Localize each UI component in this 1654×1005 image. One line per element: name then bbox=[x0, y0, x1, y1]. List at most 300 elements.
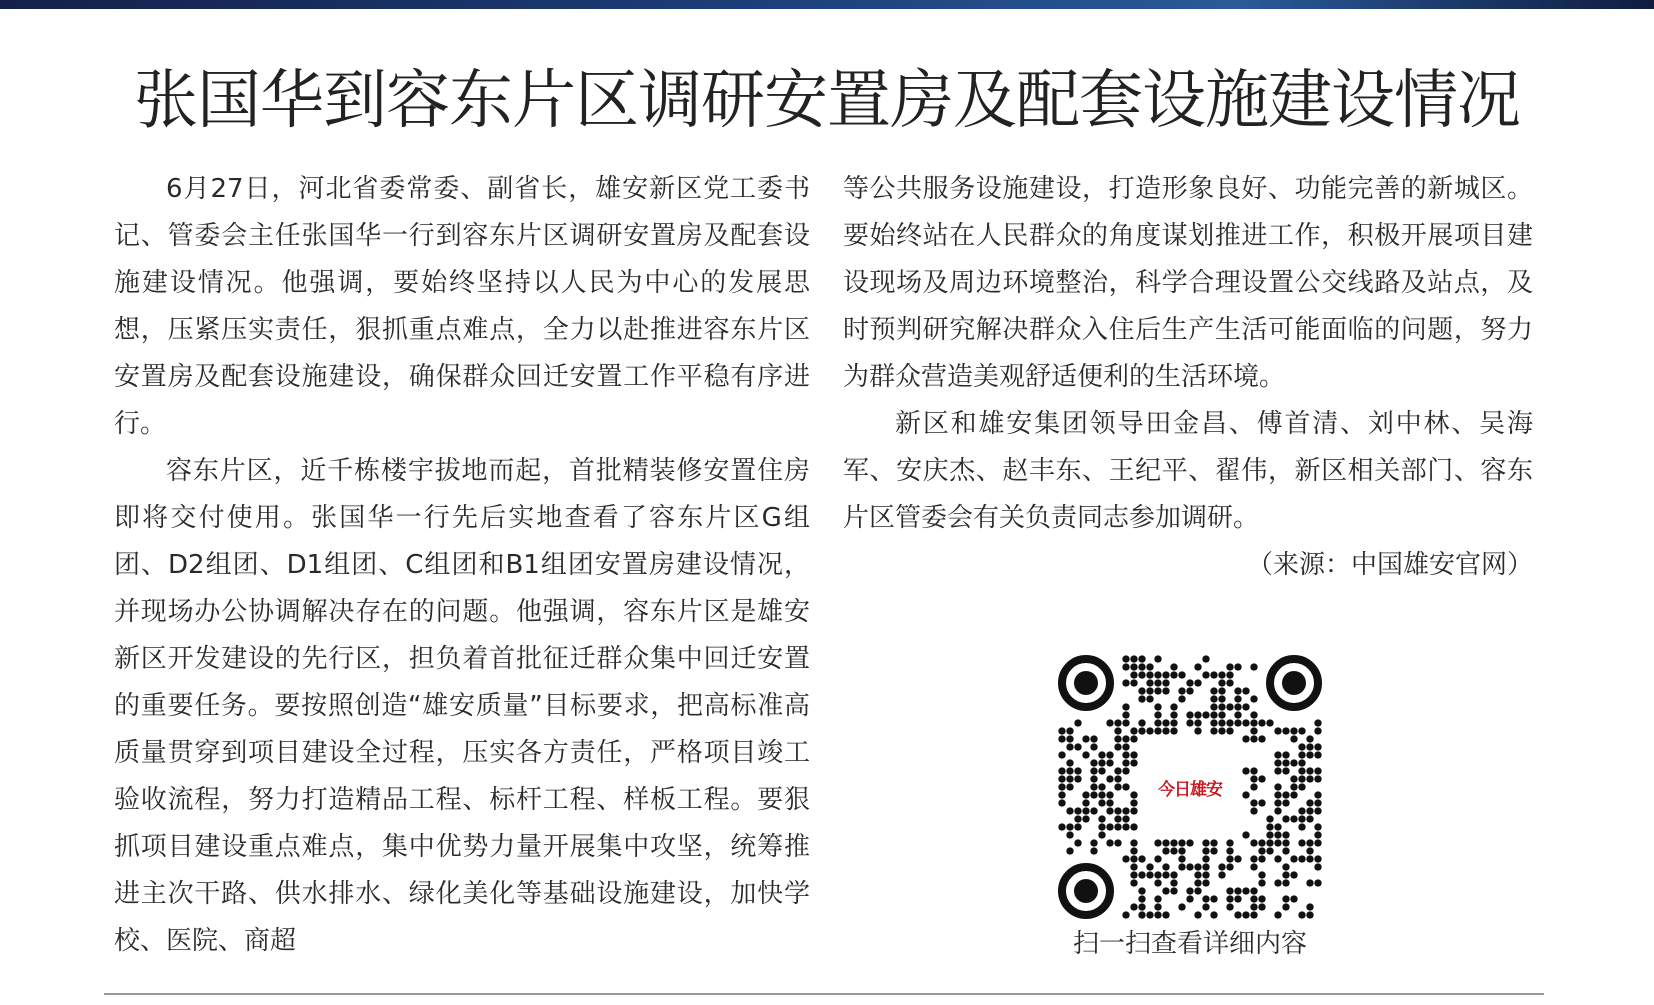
qr-module bbox=[1066, 735, 1073, 742]
qr-module bbox=[1202, 871, 1209, 878]
qr-module bbox=[1226, 703, 1233, 710]
qr-module bbox=[1290, 895, 1297, 902]
qr-module bbox=[1106, 839, 1113, 846]
qr-module bbox=[1090, 847, 1097, 854]
qr-module bbox=[1226, 719, 1233, 726]
qr-module bbox=[1218, 719, 1225, 726]
qr-module bbox=[1154, 839, 1161, 846]
qr-module bbox=[1202, 847, 1209, 854]
qr-module bbox=[1130, 799, 1137, 806]
qr-module bbox=[1194, 911, 1201, 918]
qr-module bbox=[1074, 823, 1081, 830]
qr-module bbox=[1090, 775, 1097, 782]
qr-module bbox=[1138, 727, 1145, 734]
qr-module bbox=[1170, 839, 1177, 846]
qr-module bbox=[1122, 815, 1129, 822]
qr-module bbox=[1122, 855, 1129, 862]
qr-module bbox=[1122, 703, 1129, 710]
qr-module bbox=[1154, 879, 1161, 886]
qr-module bbox=[1114, 743, 1121, 750]
qr-module bbox=[1122, 751, 1129, 758]
qr-module bbox=[1250, 911, 1257, 918]
qr-module bbox=[1090, 759, 1097, 766]
qr-module bbox=[1218, 703, 1225, 710]
qr-module bbox=[1066, 743, 1073, 750]
qr-module bbox=[1306, 775, 1313, 782]
qr-module bbox=[1226, 887, 1233, 894]
qr-module bbox=[1226, 671, 1233, 678]
qr-module bbox=[1218, 671, 1225, 678]
qr-module bbox=[1130, 839, 1137, 846]
qr-module bbox=[1162, 671, 1169, 678]
qr-module bbox=[1218, 871, 1225, 878]
qr-module bbox=[1314, 719, 1321, 726]
qr-module bbox=[1282, 903, 1289, 910]
qr-module bbox=[1138, 663, 1145, 670]
qr-module bbox=[1274, 759, 1281, 766]
article-column-right bbox=[843, 166, 1533, 589]
qr-module bbox=[1138, 719, 1145, 726]
qr-module bbox=[1170, 711, 1177, 718]
qr-module bbox=[1122, 767, 1129, 774]
qr-caption: 扫一扫查看详细内容 bbox=[1072, 929, 1307, 959]
qr-module bbox=[1210, 703, 1217, 710]
qr-module bbox=[1130, 735, 1137, 742]
qr-module bbox=[1170, 887, 1177, 894]
qr-module bbox=[1290, 735, 1297, 742]
qr-module bbox=[1234, 911, 1241, 918]
qr-module bbox=[1234, 719, 1241, 726]
qr-module bbox=[1170, 719, 1177, 726]
qr-module bbox=[1298, 751, 1305, 758]
qr-module bbox=[1146, 671, 1153, 678]
qr-module bbox=[1066, 783, 1073, 790]
qr-module bbox=[1306, 903, 1313, 910]
qr-module bbox=[1090, 743, 1097, 750]
qr-module bbox=[1274, 823, 1281, 830]
qr-module bbox=[1082, 735, 1089, 742]
qr-module bbox=[1058, 823, 1065, 830]
qr-module bbox=[1306, 815, 1313, 822]
qr-module bbox=[1314, 855, 1321, 862]
qr-module bbox=[1122, 719, 1129, 726]
qr-module bbox=[1282, 863, 1289, 870]
qr-module bbox=[1138, 887, 1145, 894]
qr-module bbox=[1202, 671, 1209, 678]
qr-module bbox=[1306, 735, 1313, 742]
qr-module bbox=[1226, 847, 1233, 854]
qr-module bbox=[1250, 727, 1257, 734]
qr-module bbox=[1146, 663, 1153, 670]
qr-module bbox=[1250, 711, 1257, 718]
qr-module bbox=[1266, 839, 1273, 846]
qr-module bbox=[1178, 863, 1185, 870]
qr-module bbox=[1290, 727, 1297, 734]
qr-module bbox=[1114, 783, 1121, 790]
qr-module bbox=[1114, 815, 1121, 822]
qr-module bbox=[1066, 847, 1073, 854]
qr-module bbox=[1226, 903, 1233, 910]
qr-logo-text: 今日雄安 bbox=[1158, 779, 1222, 800]
qr-module bbox=[1250, 903, 1257, 910]
qr-module bbox=[1242, 703, 1249, 710]
qr-module bbox=[1098, 767, 1105, 774]
qr-module bbox=[1226, 839, 1233, 846]
qr-module bbox=[1226, 727, 1233, 734]
qr-module bbox=[1194, 871, 1201, 878]
qr-module bbox=[1122, 783, 1129, 790]
article-source: （来源：中国雄安官网） bbox=[1246, 550, 1533, 580]
qr-module bbox=[1298, 823, 1305, 830]
qr-module bbox=[1298, 727, 1305, 734]
qr-module bbox=[1290, 775, 1297, 782]
qr-module bbox=[1194, 863, 1201, 870]
qr-module bbox=[1186, 687, 1193, 694]
qr-module bbox=[1242, 735, 1249, 742]
qr-module bbox=[1242, 791, 1249, 798]
qr-module bbox=[1194, 879, 1201, 886]
qr-module bbox=[1290, 759, 1297, 766]
qr-finder-dot bbox=[1282, 671, 1306, 695]
qr-module bbox=[1298, 767, 1305, 774]
qr-module bbox=[1122, 759, 1129, 766]
qr-module bbox=[1154, 911, 1161, 918]
qr-module bbox=[1154, 855, 1161, 862]
article-column-left bbox=[114, 166, 810, 965]
qr-module bbox=[1282, 767, 1289, 774]
qr-module bbox=[1266, 719, 1273, 726]
qr-module bbox=[1122, 743, 1129, 750]
qr-module bbox=[1186, 711, 1193, 718]
qr-module bbox=[1114, 767, 1121, 774]
qr-module bbox=[1106, 775, 1113, 782]
qr-module bbox=[1138, 655, 1145, 662]
qr-module bbox=[1138, 895, 1145, 902]
qr-module bbox=[1306, 751, 1313, 758]
qr-module bbox=[1170, 847, 1177, 854]
qr-module bbox=[1226, 855, 1233, 862]
qr-module bbox=[1258, 775, 1265, 782]
article-paragraph-3: 新区和雄安集团领导田金昌、傅首清、刘中林、吴海军、安庆杰、赵丰东、王纪平、翟伟，新区相关部门、容东片区管委会有关负责同志参加调研。 bbox=[843, 409, 1533, 533]
qr-module bbox=[1234, 895, 1241, 902]
qr-module bbox=[1250, 719, 1257, 726]
qr-module bbox=[1194, 727, 1201, 734]
qr-module bbox=[1162, 863, 1169, 870]
qr-module bbox=[1122, 655, 1129, 662]
qr-module bbox=[1130, 727, 1137, 734]
qr-module bbox=[1282, 871, 1289, 878]
qr-module bbox=[1298, 815, 1305, 822]
qr-module bbox=[1314, 839, 1321, 846]
qr-module bbox=[1250, 695, 1257, 702]
article-paragraph-2-continued: 等公共服务设施建设，打造形象良好、功能完善的新城区。要始终站在人民群众的角度谋划推进工作，积极开展项目建设现场及周边环境整治，科学合理设置公交线路及站点，及时预判研究解决群众入住后生产生活可能面临的问题，努力为群众营造美观舒适便利的生活环境。 bbox=[843, 174, 1533, 392]
qr-module bbox=[1210, 719, 1217, 726]
qr-module bbox=[1218, 679, 1225, 686]
qr-module bbox=[1114, 823, 1121, 830]
qr-module bbox=[1306, 839, 1313, 846]
qr-module bbox=[1114, 775, 1121, 782]
qr-module bbox=[1170, 703, 1177, 710]
qr-module bbox=[1130, 679, 1137, 686]
qr-module bbox=[1282, 799, 1289, 806]
qr-module bbox=[1266, 815, 1273, 822]
qr-module bbox=[1186, 839, 1193, 846]
qr-module bbox=[1306, 807, 1313, 814]
qr-module bbox=[1082, 751, 1089, 758]
qr-module bbox=[1290, 783, 1297, 790]
qr-module bbox=[1154, 655, 1161, 662]
qr-module bbox=[1058, 799, 1065, 806]
qr-module bbox=[1138, 911, 1145, 918]
qr-module bbox=[1130, 871, 1137, 878]
qr-module bbox=[1130, 655, 1137, 662]
qr-module bbox=[1138, 687, 1145, 694]
qr-module bbox=[1298, 911, 1305, 918]
qr-module bbox=[1066, 775, 1073, 782]
qr-module bbox=[1066, 767, 1073, 774]
qr-module bbox=[1298, 855, 1305, 862]
qr-module bbox=[1210, 895, 1217, 902]
qr-module bbox=[1250, 767, 1257, 774]
qr-module bbox=[1282, 895, 1289, 902]
qr-module bbox=[1290, 791, 1297, 798]
qr-module bbox=[1258, 847, 1265, 854]
qr-module bbox=[1146, 727, 1153, 734]
qr-module bbox=[1282, 847, 1289, 854]
qr-module bbox=[1098, 815, 1105, 822]
qr-module bbox=[1282, 839, 1289, 846]
qr-module bbox=[1186, 863, 1193, 870]
qr-module bbox=[1218, 695, 1225, 702]
qr-module bbox=[1306, 767, 1313, 774]
qr-module bbox=[1170, 727, 1177, 734]
qr-module bbox=[1290, 815, 1297, 822]
qr-module bbox=[1194, 887, 1201, 894]
qr-finder-dot bbox=[1074, 671, 1098, 695]
article-paragraph-2: 容东片区，近千栋楼宇拔地而起，首批精装修安置住房即将交付使用。张国华一行先后实地查看了容东片区G组团、D2组团、D1组团、C组团和B1组团安置房建设情况，并现场办公协调解决存在的问题。他强调，容东片区是雄安新区开发建设的先行区，担负着首批征迁群众集中回迁安置的重要任务。要按照创造“雄安质量”目标要求，把高标准高质量贯穿到项目建设全过程，压实各方责任，严格项目竣工验收流程，努力打造精品工程、标杆工程、样板工程。要狠抓项目建设重点难点，集中优势力量开展集中攻坚，统筹推进主次干路、供水排水、绿化美化等基础设施建设，加快学校、医院、商超 bbox=[114, 456, 810, 956]
qr-module bbox=[1098, 791, 1105, 798]
qr-module bbox=[1122, 807, 1129, 814]
qr-module bbox=[1282, 815, 1289, 822]
qr-module bbox=[1162, 719, 1169, 726]
qr-module bbox=[1130, 847, 1137, 854]
qr-module bbox=[1154, 703, 1161, 710]
qr-module bbox=[1122, 735, 1129, 742]
qr-module bbox=[1250, 663, 1257, 670]
qr-module bbox=[1274, 799, 1281, 806]
article-paragraph-1: 6月27日，河北省委常委、副省长，雄安新区党工委书记、管委会主任张国华一行到容东片区调研安置房及配套设施建设情况。他强调，要始终坚持以人民为中心的发展思想，压紧压实责任，狠抓重点难点，全力以赴推进容东片区安置房及配套设施建设，确保群众回迁安置工作平稳有序进行。 bbox=[114, 174, 810, 439]
qr-module bbox=[1146, 695, 1153, 702]
qr-module bbox=[1074, 775, 1081, 782]
qr-module bbox=[1194, 711, 1201, 718]
qr-module bbox=[1314, 799, 1321, 806]
qr-module bbox=[1298, 759, 1305, 766]
qr-module bbox=[1122, 911, 1129, 918]
qr-module bbox=[1130, 855, 1137, 862]
qr-module bbox=[1314, 807, 1321, 814]
qr-module bbox=[1266, 831, 1273, 838]
qr-module bbox=[1234, 855, 1241, 862]
qr-module bbox=[1178, 847, 1185, 854]
qr-module bbox=[1266, 847, 1273, 854]
qr-module bbox=[1234, 695, 1241, 702]
qr-module bbox=[1170, 671, 1177, 678]
qr-module bbox=[1122, 663, 1129, 670]
qr-module bbox=[1074, 807, 1081, 814]
qr-module bbox=[1130, 823, 1137, 830]
qr-module bbox=[1226, 863, 1233, 870]
header-color-bar bbox=[0, 0, 1654, 9]
qr-module bbox=[1202, 903, 1209, 910]
qr-module bbox=[1242, 831, 1249, 838]
qr-module bbox=[1098, 759, 1105, 766]
qr-module bbox=[1202, 711, 1209, 718]
qr-module bbox=[1234, 687, 1241, 694]
qr-module bbox=[1138, 855, 1145, 862]
qr-module bbox=[1242, 767, 1249, 774]
qr-module bbox=[1154, 895, 1161, 902]
qr-module bbox=[1250, 783, 1257, 790]
qr-module bbox=[1146, 687, 1153, 694]
qr-module bbox=[1162, 887, 1169, 894]
qr-module bbox=[1082, 815, 1089, 822]
qr-module bbox=[1154, 679, 1161, 686]
qr-module bbox=[1090, 807, 1097, 814]
qr-module bbox=[1058, 791, 1065, 798]
qr-module bbox=[1122, 823, 1129, 830]
qr-module bbox=[1130, 863, 1137, 870]
qr-module bbox=[1130, 791, 1137, 798]
qr-module bbox=[1130, 671, 1137, 678]
qr-module bbox=[1130, 663, 1137, 670]
qr-module bbox=[1138, 871, 1145, 878]
qr-module bbox=[1202, 879, 1209, 886]
qr-module bbox=[1210, 695, 1217, 702]
qr-module bbox=[1106, 759, 1113, 766]
qr-module bbox=[1250, 775, 1257, 782]
qr-module bbox=[1250, 855, 1257, 862]
qr-module bbox=[1306, 911, 1313, 918]
qr-module bbox=[1210, 711, 1217, 718]
qr-module bbox=[1314, 743, 1321, 750]
qr-module bbox=[1250, 735, 1257, 742]
qr-module bbox=[1154, 719, 1161, 726]
qr-module bbox=[1258, 735, 1265, 742]
qr-module bbox=[1162, 847, 1169, 854]
qr-module bbox=[1098, 751, 1105, 758]
qr-module bbox=[1058, 727, 1065, 734]
qr-module bbox=[1178, 671, 1185, 678]
qr-module bbox=[1202, 855, 1209, 862]
qr-module bbox=[1250, 799, 1257, 806]
qr-module bbox=[1314, 775, 1321, 782]
qr-module bbox=[1170, 879, 1177, 886]
qr-module bbox=[1218, 687, 1225, 694]
qr-module bbox=[1274, 911, 1281, 918]
qr-module bbox=[1218, 863, 1225, 870]
qr-module bbox=[1058, 783, 1065, 790]
qr-module bbox=[1154, 903, 1161, 910]
qr-module bbox=[1082, 791, 1089, 798]
qr-module bbox=[1202, 863, 1209, 870]
qr-module bbox=[1234, 703, 1241, 710]
qr-module bbox=[1178, 695, 1185, 702]
qr-module bbox=[1090, 767, 1097, 774]
qr-module bbox=[1210, 671, 1217, 678]
qr-module bbox=[1090, 839, 1097, 846]
qr-center-logo bbox=[1146, 743, 1234, 831]
qr-module bbox=[1130, 807, 1137, 814]
qr-module bbox=[1314, 879, 1321, 886]
qr-module bbox=[1298, 839, 1305, 846]
qr-module bbox=[1226, 679, 1233, 686]
qr-module bbox=[1186, 719, 1193, 726]
qr-module bbox=[1242, 719, 1249, 726]
qr-module bbox=[1186, 887, 1193, 894]
qr-module bbox=[1274, 791, 1281, 798]
qr-module bbox=[1274, 751, 1281, 758]
qr-module bbox=[1154, 727, 1161, 734]
qr-module bbox=[1194, 663, 1201, 670]
qr-module bbox=[1130, 759, 1137, 766]
qr-module bbox=[1274, 831, 1281, 838]
qr-module bbox=[1066, 759, 1073, 766]
qr-module bbox=[1306, 879, 1313, 886]
qr-module bbox=[1194, 679, 1201, 686]
qr-module bbox=[1234, 887, 1241, 894]
qr-module bbox=[1210, 911, 1217, 918]
qr-module bbox=[1258, 903, 1265, 910]
qr-module bbox=[1154, 871, 1161, 878]
qr-module bbox=[1114, 839, 1121, 846]
article-title: 张国华到容东片区调研安置房及配套设施建设情况 bbox=[134, 64, 1520, 138]
qr-module bbox=[1218, 727, 1225, 734]
qr-module bbox=[1258, 871, 1265, 878]
qr-module bbox=[1274, 783, 1281, 790]
qr-module bbox=[1186, 679, 1193, 686]
qr-module bbox=[1306, 799, 1313, 806]
qr-module bbox=[1130, 903, 1137, 910]
qr-module bbox=[1074, 719, 1081, 726]
qr-module bbox=[1082, 799, 1089, 806]
qr-module bbox=[1146, 911, 1153, 918]
qr-module bbox=[1242, 911, 1249, 918]
qr-module bbox=[1130, 751, 1137, 758]
qr-module bbox=[1258, 855, 1265, 862]
qr-module bbox=[1258, 839, 1265, 846]
qr-module bbox=[1202, 655, 1209, 662]
qr-module bbox=[1258, 879, 1265, 886]
qr-module bbox=[1090, 791, 1097, 798]
qr-module bbox=[1258, 719, 1265, 726]
qr-module bbox=[1098, 831, 1105, 838]
qr-module bbox=[1106, 719, 1113, 726]
qr-module bbox=[1106, 751, 1113, 758]
qr-module bbox=[1178, 855, 1185, 862]
qr-module bbox=[1106, 799, 1113, 806]
qr-module bbox=[1306, 855, 1313, 862]
qr-module bbox=[1314, 823, 1321, 830]
qr-module bbox=[1178, 687, 1185, 694]
qr-module bbox=[1282, 727, 1289, 734]
qr-module bbox=[1058, 767, 1065, 774]
qr-module bbox=[1162, 679, 1169, 686]
qr-module bbox=[1138, 671, 1145, 678]
qr-module bbox=[1114, 727, 1121, 734]
qr-code-icon[interactable] bbox=[1058, 655, 1322, 919]
qr-module bbox=[1274, 855, 1281, 862]
qr-module bbox=[1170, 663, 1177, 670]
